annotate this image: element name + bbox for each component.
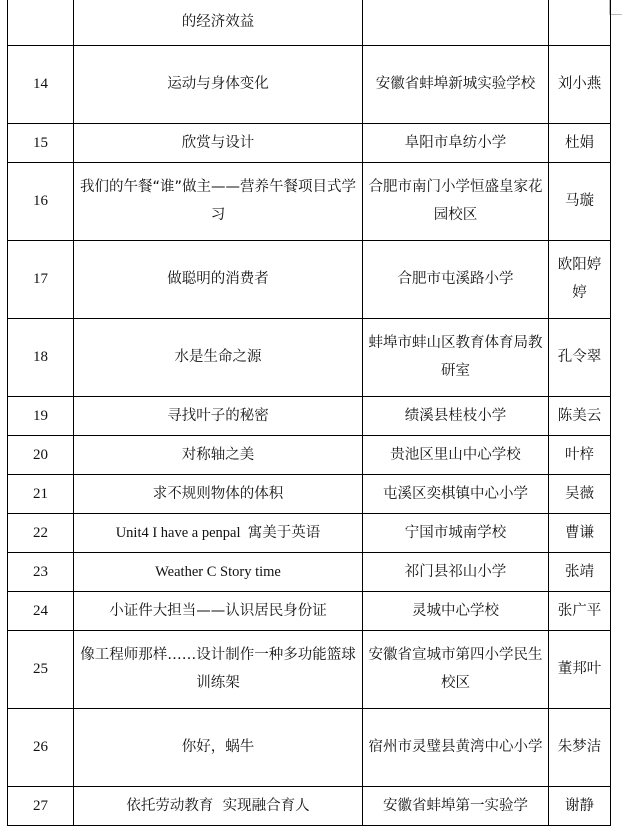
- cell-no: 18: [8, 318, 74, 396]
- cell-title: 欣赏与设计: [74, 123, 363, 162]
- cell-title: 运动与身体变化: [74, 45, 363, 123]
- table-row: [8, 45, 611, 123]
- cell-teacher: 叶梓: [549, 435, 611, 474]
- cell-teacher: 马璇: [549, 162, 611, 240]
- cell-no: 16: [8, 162, 74, 240]
- table-row: [8, 396, 611, 435]
- table-row: [8, 513, 611, 552]
- cell-no: 17: [8, 240, 74, 318]
- cell-no: 26: [8, 708, 74, 786]
- cell-title: 像工程师那样……设计制作一种多功能篮球训练架: [74, 630, 363, 708]
- table-row: [8, 708, 611, 786]
- cell-teacher: 张靖: [549, 552, 611, 591]
- cell-no: 21: [8, 474, 74, 513]
- cell-no: 23: [8, 552, 74, 591]
- cell-no: 22: [8, 513, 74, 552]
- table-row-partial: [8, 0, 611, 45]
- cell-school: 合肥市屯溪路小学: [363, 240, 549, 318]
- table-row: [8, 474, 611, 513]
- cell-title: 的经济效益: [74, 0, 363, 45]
- cell-title: 求不规则物体的体积: [74, 474, 363, 513]
- cell-no: 15: [8, 123, 74, 162]
- cell-no: 14: [8, 45, 74, 123]
- table-row: [8, 786, 611, 825]
- cell-title: Weather C Story time: [74, 552, 363, 591]
- cell-teacher: 张广平: [549, 591, 611, 630]
- cell-school: 合肥市南门小学恒盛皇家花园校区: [363, 162, 549, 240]
- table-row: [8, 630, 611, 708]
- cell-school: 宁国市城南学校: [363, 513, 549, 552]
- cell-teacher: 朱梦洁: [549, 708, 611, 786]
- table-row: [8, 162, 611, 240]
- cell-teacher: 欧阳婷婷: [549, 240, 611, 318]
- cell-school: 安徽省蚌埠第一实验学: [363, 786, 549, 825]
- cell-title: 水是生命之源: [74, 318, 363, 396]
- cell-title: 小证件大担当——认识居民身份证: [74, 591, 363, 630]
- cell-no: [8, 0, 74, 45]
- cell-teacher: [549, 0, 611, 45]
- cell-school: 安徽省蚌埠新城实验学校: [363, 45, 549, 123]
- cell-school: 阜阳市阜纺小学: [363, 123, 549, 162]
- cell-teacher: 谢静: [549, 786, 611, 825]
- cell-school: [363, 0, 549, 45]
- table-row: [8, 240, 611, 318]
- cell-title: 你好，蜗牛: [74, 708, 363, 786]
- cell-teacher: 杜娟: [549, 123, 611, 162]
- cell-no: 20: [8, 435, 74, 474]
- cell-no: 24: [8, 591, 74, 630]
- cell-school: 祁门县祁山小学: [363, 552, 549, 591]
- cell-title: 对称轴之美: [74, 435, 363, 474]
- cell-teacher: 吴薇: [549, 474, 611, 513]
- cell-school: 贵池区里山中心学校: [363, 435, 549, 474]
- cell-no: 25: [8, 630, 74, 708]
- cell-teacher: 曹谦: [549, 513, 611, 552]
- cell-school: 蚌埠市蚌山区教育体育局教研室: [363, 318, 549, 396]
- cell-teacher: 陈美云: [549, 396, 611, 435]
- table-row: [8, 591, 611, 630]
- cell-school: 灵城中心学校: [363, 591, 549, 630]
- table-row: [8, 123, 611, 162]
- cell-title: 依托劳动教育 实现融合育人: [74, 786, 363, 825]
- cell-title: Unit4 I have a penpal 寓美于英语: [74, 513, 363, 552]
- cell-school: 绩溪县桂枝小学: [363, 396, 549, 435]
- cell-title: 我们的午餐“谁”做主——营养午餐项目式学习: [74, 162, 363, 240]
- cell-no: 19: [8, 396, 74, 435]
- cell-title: 寻找叶子的秘密: [74, 396, 363, 435]
- cell-teacher: 刘小燕: [549, 45, 611, 123]
- table-row: [8, 435, 611, 474]
- cell-school: 安徽省宣城市第四小学民生校区: [363, 630, 549, 708]
- cell-school: 宿州市灵璧县黄湾中心小学: [363, 708, 549, 786]
- cell-teacher: 孔令翠: [549, 318, 611, 396]
- cell-title: 做聪明的消费者: [74, 240, 363, 318]
- cell-school: 屯溪区奕棋镇中心小学: [363, 474, 549, 513]
- award-list-table: [7, 0, 611, 826]
- table-row: [8, 318, 611, 396]
- table-row: [8, 552, 611, 591]
- cell-teacher: 董邦叶: [549, 630, 611, 708]
- cell-no: 27: [8, 786, 74, 825]
